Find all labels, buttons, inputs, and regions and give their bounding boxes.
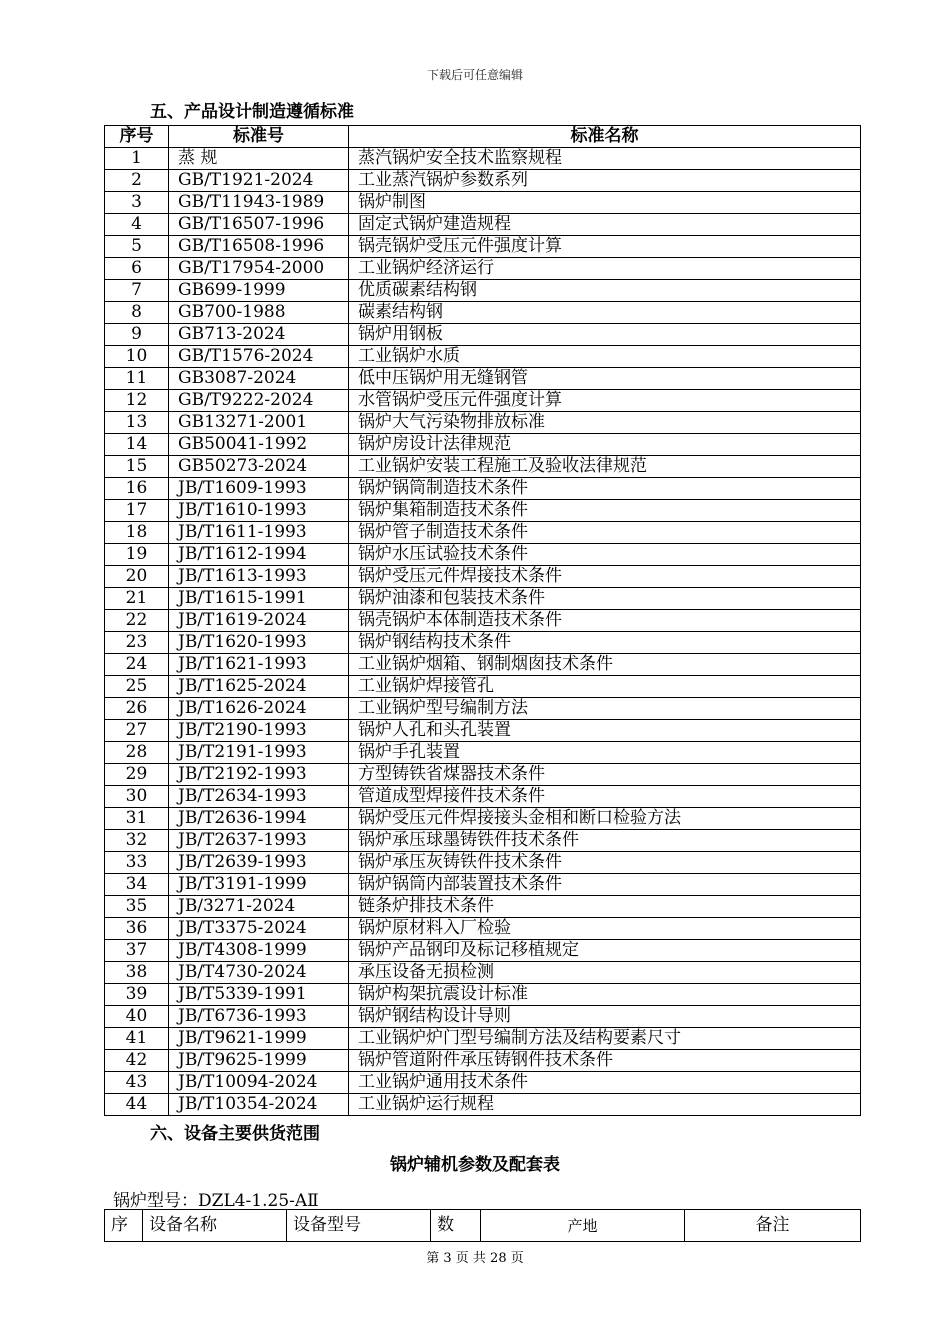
- aux-table-title: 锅炉辅机参数及配套表: [390, 1155, 560, 1175]
- standard-name: 优质碳素结构钢: [349, 280, 861, 302]
- section-6-title: 六、设备主要供货范围: [150, 1124, 320, 1144]
- row-index: 43: [105, 1072, 169, 1094]
- standard-name: 蒸汽锅炉安全技术监察规程: [349, 148, 861, 170]
- table-row: [105, 632, 861, 654]
- standard-name: 锅炉承压球墨铸铁件技术条件: [349, 830, 861, 852]
- standard-code: JB/T1611-1993: [169, 522, 349, 544]
- row-index: 15: [105, 456, 169, 478]
- standard-code: GB50041-1992: [169, 434, 349, 456]
- table-row: [105, 940, 861, 962]
- standard-name: 链条炉排技术条件: [349, 896, 861, 918]
- table-row: [105, 742, 861, 764]
- table-row: [105, 720, 861, 742]
- standard-code: GB/T16508-1996: [169, 236, 349, 258]
- standard-name: 低中压锅炉用无缝钢管: [349, 368, 861, 390]
- standard-code: GB50273-2024: [169, 456, 349, 478]
- row-index: 23: [105, 632, 169, 654]
- standard-name: 锅壳锅炉受压元件强度计算: [349, 236, 861, 258]
- standard-name: 工业锅炉烟箱、钢制烟囱技术条件: [349, 654, 861, 676]
- standard-code: JB/T2636-1994: [169, 808, 349, 830]
- table-row: [105, 368, 861, 390]
- table-row: [105, 170, 861, 192]
- row-index: 20: [105, 566, 169, 588]
- table-row: [105, 214, 861, 236]
- table-row: [105, 764, 861, 786]
- standards-table-body: [105, 148, 861, 1116]
- standard-name: 锅炉钢结构设计导则: [349, 1006, 861, 1028]
- standard-code: JB/T5339-1991: [169, 984, 349, 1006]
- table-row: [105, 1028, 861, 1050]
- standard-name: 工业锅炉焊接管孔: [349, 676, 861, 698]
- standard-name: 工业锅炉安装工程施工及验收法律规范: [349, 456, 861, 478]
- standard-name: 水管锅炉受压元件强度计算: [349, 390, 861, 412]
- standard-code: GB/T1576-2024: [169, 346, 349, 368]
- table-row: [105, 962, 861, 984]
- col-header-index: 序号: [105, 126, 169, 148]
- standard-code: GB/T16507-1996: [169, 214, 349, 236]
- table-row: [105, 588, 861, 610]
- row-index: 40: [105, 1006, 169, 1028]
- standard-name: 锅炉大气污染物排放标准: [349, 412, 861, 434]
- aux-equipment-table: [104, 1209, 861, 1242]
- row-index: 21: [105, 588, 169, 610]
- standard-code: JB/3271-2024: [169, 896, 349, 918]
- row-index: 39: [105, 984, 169, 1006]
- standard-code: GB/T17954-2000: [169, 258, 349, 280]
- standard-code: JB/T2191-1993: [169, 742, 349, 764]
- table-row: [105, 522, 861, 544]
- aux-col-quantity: 数: [431, 1210, 481, 1242]
- standard-name: 管道成型焊接件技术条件: [349, 786, 861, 808]
- standards-header-row: [105, 126, 861, 148]
- section-5-title: 五、产品设计制造遵循标准: [150, 102, 354, 122]
- row-index: 1: [105, 148, 169, 170]
- standard-code: GB/T1921-2024: [169, 170, 349, 192]
- row-index: 6: [105, 258, 169, 280]
- row-index: 44: [105, 1094, 169, 1116]
- row-index: 22: [105, 610, 169, 632]
- header-note: 下载后可任意编辑: [426, 68, 523, 82]
- table-row: [105, 1072, 861, 1094]
- standard-name: 工业锅炉型号编制方法: [349, 698, 861, 720]
- table-row: [105, 566, 861, 588]
- table-row: [105, 610, 861, 632]
- standard-name: 承压设备无损检测: [349, 962, 861, 984]
- standard-code: JB/T2634-1993: [169, 786, 349, 808]
- table-row: [105, 302, 861, 324]
- table-row: [105, 830, 861, 852]
- row-index: 3: [105, 192, 169, 214]
- table-row: [105, 148, 861, 170]
- table-row: [105, 412, 861, 434]
- row-index: 25: [105, 676, 169, 698]
- standard-code: GB3087-2024: [169, 368, 349, 390]
- standard-code: JB/T9621-1999: [169, 1028, 349, 1050]
- standard-name: 锅炉受压元件焊接接头金相和断口检验方法: [349, 808, 861, 830]
- row-index: 32: [105, 830, 169, 852]
- table-row: [105, 544, 861, 566]
- standard-name: 锅炉房设计法律规范: [349, 434, 861, 456]
- standard-name: 锅炉承压灰铸铁件技术条件: [349, 852, 861, 874]
- standard-code: JB/T3191-1999: [169, 874, 349, 896]
- standard-name: 锅炉水压试验技术条件: [349, 544, 861, 566]
- standards-table: [104, 125, 861, 1116]
- standard-name: 方型铸铁省煤器技术条件: [349, 764, 861, 786]
- table-row: [105, 434, 861, 456]
- table-row: [105, 698, 861, 720]
- row-index: 19: [105, 544, 169, 566]
- row-index: 8: [105, 302, 169, 324]
- standard-name: 锅炉人孔和头孔装置: [349, 720, 861, 742]
- standard-code: JB/T1610-1993: [169, 500, 349, 522]
- aux-col-equipment-name: 设备名称: [143, 1210, 287, 1242]
- standard-name: 锅炉锅筒内部装置技术条件: [349, 874, 861, 896]
- standard-name: 锅炉原材料入厂检验: [349, 918, 861, 940]
- row-index: 9: [105, 324, 169, 346]
- table-row: [105, 1050, 861, 1072]
- row-index: 13: [105, 412, 169, 434]
- row-index: 17: [105, 500, 169, 522]
- row-index: 5: [105, 236, 169, 258]
- standard-code: JB/T2639-1993: [169, 852, 349, 874]
- standard-name: 工业锅炉水质: [349, 346, 861, 368]
- standard-name: 锅炉管道附件承压铸钢件技术条件: [349, 1050, 861, 1072]
- standard-name: 固定式锅炉建造规程: [349, 214, 861, 236]
- row-index: 34: [105, 874, 169, 896]
- table-row: [105, 192, 861, 214]
- row-index: 28: [105, 742, 169, 764]
- standard-name: 锅壳锅炉本体制造技术条件: [349, 610, 861, 632]
- standard-name: 工业蒸汽锅炉参数系列: [349, 170, 861, 192]
- standard-code: JB/T2190-1993: [169, 720, 349, 742]
- row-index: 36: [105, 918, 169, 940]
- aux-header-row: [105, 1210, 861, 1242]
- table-row: [105, 852, 861, 874]
- row-index: 38: [105, 962, 169, 984]
- standard-name: 锅炉集箱制造技术条件: [349, 500, 861, 522]
- row-index: 2: [105, 170, 169, 192]
- standard-code: 蒸 规: [169, 148, 349, 170]
- table-row: [105, 456, 861, 478]
- standard-name: 锅炉受压元件焊接技术条件: [349, 566, 861, 588]
- standard-code: GB700-1988: [169, 302, 349, 324]
- standard-name: 锅炉钢结构技术条件: [349, 632, 861, 654]
- standard-code: JB/T4308-1999: [169, 940, 349, 962]
- table-row: [105, 786, 861, 808]
- standard-code: JB/T10354-2024: [169, 1094, 349, 1116]
- table-row: [105, 808, 861, 830]
- aux-col-remarks: 备注: [685, 1210, 861, 1242]
- table-row: [105, 918, 861, 940]
- standard-code: JB/T10094-2024: [169, 1072, 349, 1094]
- standard-name: 锅炉手孔装置: [349, 742, 861, 764]
- table-row: [105, 280, 861, 302]
- standard-name: 工业锅炉运行规程: [349, 1094, 861, 1116]
- table-row: [105, 654, 861, 676]
- table-row: [105, 346, 861, 368]
- standard-code: JB/T6736-1993: [169, 1006, 349, 1028]
- standard-code: JB/T2192-1993: [169, 764, 349, 786]
- table-row: [105, 390, 861, 412]
- table-row: [105, 676, 861, 698]
- standard-name: 锅炉制图: [349, 192, 861, 214]
- row-index: 10: [105, 346, 169, 368]
- table-row: [105, 478, 861, 500]
- row-index: 35: [105, 896, 169, 918]
- standard-code: GB713-2024: [169, 324, 349, 346]
- row-index: 4: [105, 214, 169, 236]
- col-header-code: 标准号: [169, 126, 349, 148]
- aux-col-equipment-model: 设备型号: [287, 1210, 431, 1242]
- standard-code: GB/T9222-2024: [169, 390, 349, 412]
- standard-code: JB/T1615-1991: [169, 588, 349, 610]
- row-index: 42: [105, 1050, 169, 1072]
- standard-code: JB/T3375-2024: [169, 918, 349, 940]
- standard-code: GB13271-2001: [169, 412, 349, 434]
- row-index: 30: [105, 786, 169, 808]
- standard-name: 锅炉油漆和包装技术条件: [349, 588, 861, 610]
- table-row: [105, 874, 861, 896]
- standard-name: 锅炉锅筒制造技术条件: [349, 478, 861, 500]
- table-row: [105, 500, 861, 522]
- row-index: 26: [105, 698, 169, 720]
- table-row: [105, 896, 861, 918]
- standard-code: JB/T4730-2024: [169, 962, 349, 984]
- row-index: 16: [105, 478, 169, 500]
- boiler-model: 锅炉型号：DZL4-1.25-AⅡ: [113, 1191, 319, 1211]
- table-row: [105, 324, 861, 346]
- standard-name: 锅炉用钢板: [349, 324, 861, 346]
- row-index: 27: [105, 720, 169, 742]
- page-footer: 第 3 页 共 28 页: [426, 1251, 524, 1266]
- standard-name: 碳素结构钢: [349, 302, 861, 324]
- row-index: 11: [105, 368, 169, 390]
- standard-code: JB/T1612-1994: [169, 544, 349, 566]
- row-index: 29: [105, 764, 169, 786]
- aux-col-origin: 产地: [481, 1210, 685, 1242]
- row-index: 31: [105, 808, 169, 830]
- row-index: 14: [105, 434, 169, 456]
- standard-code: JB/T2637-1993: [169, 830, 349, 852]
- table-row: [105, 236, 861, 258]
- standard-code: JB/T1626-2024: [169, 698, 349, 720]
- standard-code: GB/T11943-1989: [169, 192, 349, 214]
- aux-col-index: 序: [105, 1210, 143, 1242]
- standard-name: 工业锅炉通用技术条件: [349, 1072, 861, 1094]
- standard-code: JB/T1619-2024: [169, 610, 349, 632]
- row-index: 41: [105, 1028, 169, 1050]
- standard-code: JB/T1621-1993: [169, 654, 349, 676]
- standard-code: JB/T1609-1993: [169, 478, 349, 500]
- standard-code: JB/T9625-1999: [169, 1050, 349, 1072]
- row-index: 12: [105, 390, 169, 412]
- table-row: [105, 984, 861, 1006]
- table-row: [105, 258, 861, 280]
- row-index: 37: [105, 940, 169, 962]
- standard-code: GB699-1999: [169, 280, 349, 302]
- standard-name: 锅炉构架抗震设计标准: [349, 984, 861, 1006]
- standard-code: JB/T1625-2024: [169, 676, 349, 698]
- row-index: 18: [105, 522, 169, 544]
- row-index: 24: [105, 654, 169, 676]
- standard-name: 工业锅炉炉门型号编制方法及结构要素尺寸: [349, 1028, 861, 1050]
- table-row: [105, 1006, 861, 1028]
- standard-name: 工业锅炉经济运行: [349, 258, 861, 280]
- row-index: 7: [105, 280, 169, 302]
- standard-code: JB/T1620-1993: [169, 632, 349, 654]
- standard-name: 锅炉管子制造技术条件: [349, 522, 861, 544]
- standard-name: 锅炉产品钢印及标记移植规定: [349, 940, 861, 962]
- row-index: 33: [105, 852, 169, 874]
- standard-code: JB/T1613-1993: [169, 566, 349, 588]
- table-row: [105, 1094, 861, 1116]
- col-header-name: 标准名称: [349, 126, 861, 148]
